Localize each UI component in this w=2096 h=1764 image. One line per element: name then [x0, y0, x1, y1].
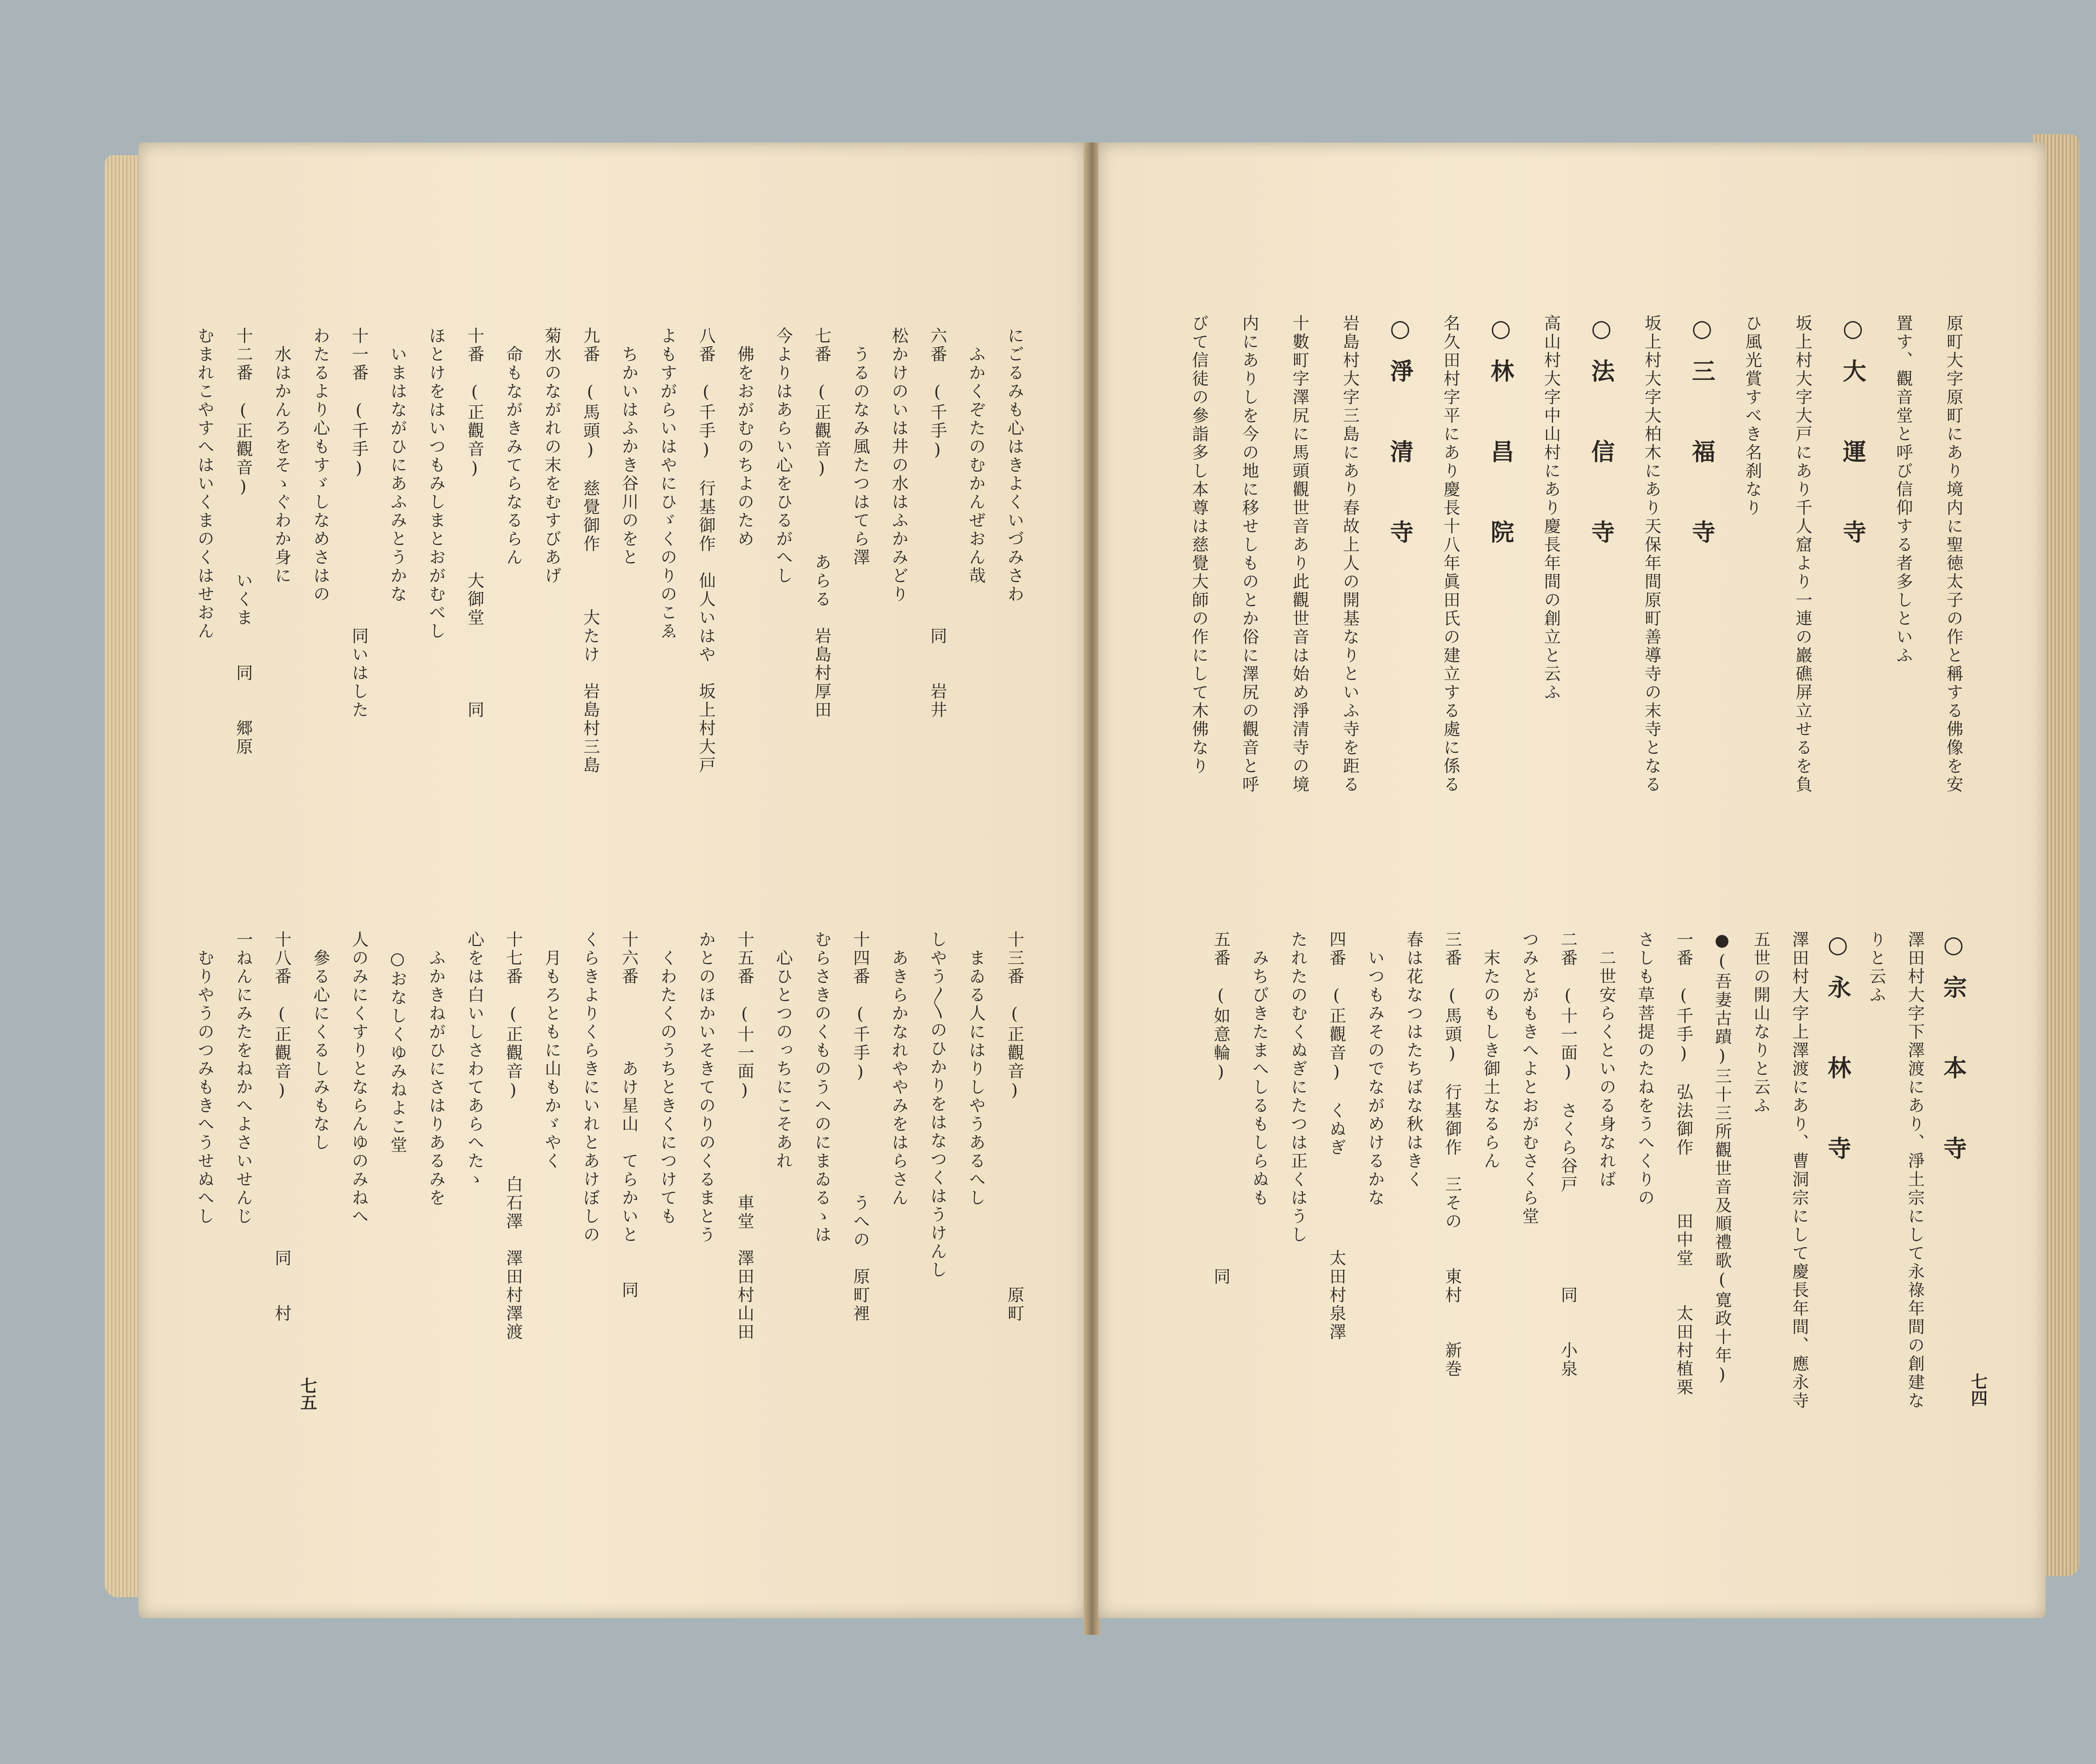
- text-column: 十四番 (千手) うへの 原町裡: [851, 931, 870, 1323]
- text-column: いつもみそのでながめけるかな: [1365, 931, 1385, 1207]
- text-column: ほとけをはいつもみしまとおがむべし: [426, 327, 446, 641]
- text-column: 十六番 あけ星山 てらかいと 同: [619, 931, 638, 1300]
- text-column: 佛をおがむのちよのため: [735, 327, 754, 548]
- text-column: 水はかんろをそゝぐわか身に: [272, 327, 291, 585]
- text-column: 十番 (正觀音) 大御堂 同: [465, 327, 484, 719]
- text-column: 參る心にくるしみもなし: [311, 931, 330, 1152]
- text-column: びて信徒の參詣多し本尊は慈覺大師の作にして木佛なり: [1189, 314, 1209, 776]
- text-column: わたるより心もすゞしなめさはの: [311, 327, 330, 604]
- text-column: 九番 (馬頭) 慈覺御作 大たけ 岩島村三島: [581, 327, 600, 775]
- text-column: 五世の開山なりと云ふ: [1751, 931, 1770, 1115]
- left-page: [138, 143, 1086, 1618]
- text-column: 命もながきみてらなるらん: [503, 327, 523, 567]
- text-column: 高山村大字中山村にあり慶長年間の創立と云ふ: [1541, 314, 1561, 702]
- text-column: くらきよりくらきにいれとあけぼしの: [581, 931, 600, 1244]
- text-column: かとのほかいそきてのりのくるまとう: [696, 931, 716, 1244]
- text-column: みちびきたまへしるもしらぬも: [1250, 931, 1269, 1207]
- text-column: 七番 (正觀音) あらる 岩島村厚田: [812, 327, 831, 719]
- text-column: たれたのむくぬぎにたつは正くはうし: [1288, 931, 1307, 1244]
- text-column: 十三番 (正觀音) 原町: [1005, 931, 1024, 1323]
- text-column: 十一番 (千手) 同いはした: [349, 327, 368, 719]
- text-column: 心ひとつのっちにこそあれ: [773, 931, 793, 1170]
- temple-heading: ○大 運 寺: [1839, 314, 1867, 560]
- text-column: 月もろともに山もかゞやく: [542, 931, 561, 1170]
- text-column: あきらかなれややみをはらさん: [889, 931, 908, 1207]
- text-column: 八番 (千手) 行基御作 仙人いはや 坂上村大戸: [696, 327, 716, 775]
- text-column: 坂上村大字大戸にあり千人窟より一連の巖礁屏立せるを負: [1793, 314, 1812, 794]
- text-column: いまはながひにあふみとうかな: [388, 327, 407, 604]
- text-column: 十二番 (正觀音) いくま 同 郷原: [233, 327, 253, 756]
- temple-heading: ○三 福 寺: [1688, 314, 1716, 560]
- page-number-left: 七五: [298, 1377, 317, 1411]
- text-column: くわたくのうちときくにつけても: [658, 931, 677, 1226]
- text-column: 今よりはあらい心をひるがへし: [773, 327, 793, 585]
- text-column: むりやうのつみもきへうせぬへし: [195, 931, 214, 1226]
- text-column: 十數町字澤尻に馬頭觀世音あり此觀世音は始め淨清寺の境: [1290, 314, 1309, 794]
- text-column: むらさきのくものうへのにまゐるゝは: [812, 931, 831, 1244]
- text-column: 十五番 (十一面) 車堂 澤田村山田: [735, 931, 754, 1341]
- text-column: ○おなしくゆみねよこ堂: [388, 931, 407, 1154]
- text-column: 末たのもしき御土なるらん: [1481, 931, 1500, 1170]
- text-column: 心をは白いしさわてあらへたゝ: [465, 931, 484, 1189]
- book-gutter: [1084, 143, 1100, 1635]
- text-column: 三番 (馬頭) 行基御作 三その 東村 新巻: [1442, 931, 1462, 1378]
- text-column: ●(吾妻古蹟)三十三所觀世音及順禮歌(寛政十年): [1712, 931, 1732, 1386]
- text-column: りと云ふ: [1867, 931, 1886, 1004]
- text-column: 松かけのいは井の水はふかみどり: [889, 327, 908, 604]
- text-column: 澤田村大字上澤渡にあり、曹洞宗にして慶長年間、應永寺: [1790, 931, 1809, 1410]
- right-page: [1098, 143, 2046, 1618]
- text-column: 春は花なつはたちばな秋はきく: [1404, 931, 1423, 1189]
- text-column: しやう〳〵のひかりをはなつくはうけんし: [928, 931, 947, 1279]
- text-column: 一番 (千手) 弘法御作 田中堂 太田村植栗: [1674, 931, 1693, 1397]
- text-column: むまれこやすへはいくまのくはせおん: [195, 327, 214, 641]
- page-number-right: 七四: [1968, 1373, 1988, 1406]
- text-column: 六番 (千手) 同 岩井: [928, 327, 947, 719]
- temple-heading: ○淨 清 寺: [1386, 314, 1414, 560]
- temple-heading: ○永 林 寺: [1824, 931, 1852, 1176]
- temple-heading: ○宗 本 寺: [1940, 931, 1967, 1176]
- text-column: 四番 (正觀音) くぬぎ 太田村泉澤: [1327, 931, 1346, 1341]
- text-column: うるのなみ風たつはてら澤: [851, 327, 870, 567]
- text-column: さしも草菩提のたねをうへくりの: [1635, 931, 1655, 1207]
- text-column: 十七番 (正觀音) 白石澤 澤田村澤渡: [503, 931, 523, 1341]
- text-column: 内にありしを今の地に移せしものとか俗に澤尻の觀音と呼: [1240, 314, 1259, 794]
- text-column: ふかくぞたのむかんぜおん哉: [966, 327, 986, 585]
- text-column: 置す、觀音堂と呼び信仰する者多しといふ: [1894, 314, 1913, 665]
- text-column: よもすがらいはやにひゞくのりのこゑ: [658, 327, 677, 641]
- text-column: ひ風光賞すべき名刹なり: [1743, 314, 1762, 517]
- text-column: 岩島村大字三島にあり春故上人の開基なりといふ寺を距る: [1340, 314, 1359, 794]
- open-book: [105, 126, 2079, 1677]
- temple-heading: ○林 昌 院: [1487, 314, 1515, 560]
- text-column: 原町大字原町にあり境内に聖徳太子の作と稱する佛像を安: [1944, 314, 1963, 794]
- text-column: 坂上村大字大柏木にあり天保年間原町善導寺の末寺となる: [1642, 314, 1661, 794]
- temple-heading: ○法 信 寺: [1588, 314, 1615, 560]
- text-column: 二番 (十一面) さくら谷戸 同 小泉: [1558, 931, 1577, 1378]
- text-column: 一ねんにみたをねかへよさいせんじ: [233, 931, 253, 1226]
- text-column: 菊水のながれの末をむすびあげ: [542, 327, 561, 585]
- text-column: 五番 (如意輪) 同: [1211, 931, 1230, 1286]
- text-column: 十八番 (正觀音) 同 村: [272, 931, 291, 1323]
- text-column: 二世安らくといのる身なれば: [1597, 931, 1616, 1189]
- text-column: 澤田村大字下澤渡にあり、淨土宗にして永祿年間の創建な: [1905, 931, 1925, 1410]
- text-column: 人のみにくすりとならんゆのみねへ: [349, 931, 368, 1226]
- text-column: つみとがもきへよとおがむさくら堂: [1520, 931, 1539, 1226]
- text-column: まゐる人にはりしやうあるへし: [966, 931, 986, 1207]
- text-column: ちかいはふかき谷川のをと: [619, 327, 638, 567]
- text-column: 名久田村字平にあり慶長十八年眞田氏の建立する處に係る: [1441, 314, 1460, 794]
- text-column: ふかきねがひにさはりあるみを: [426, 931, 446, 1207]
- text-column: にごるみも心はきよくいづみさわ: [1005, 327, 1024, 604]
